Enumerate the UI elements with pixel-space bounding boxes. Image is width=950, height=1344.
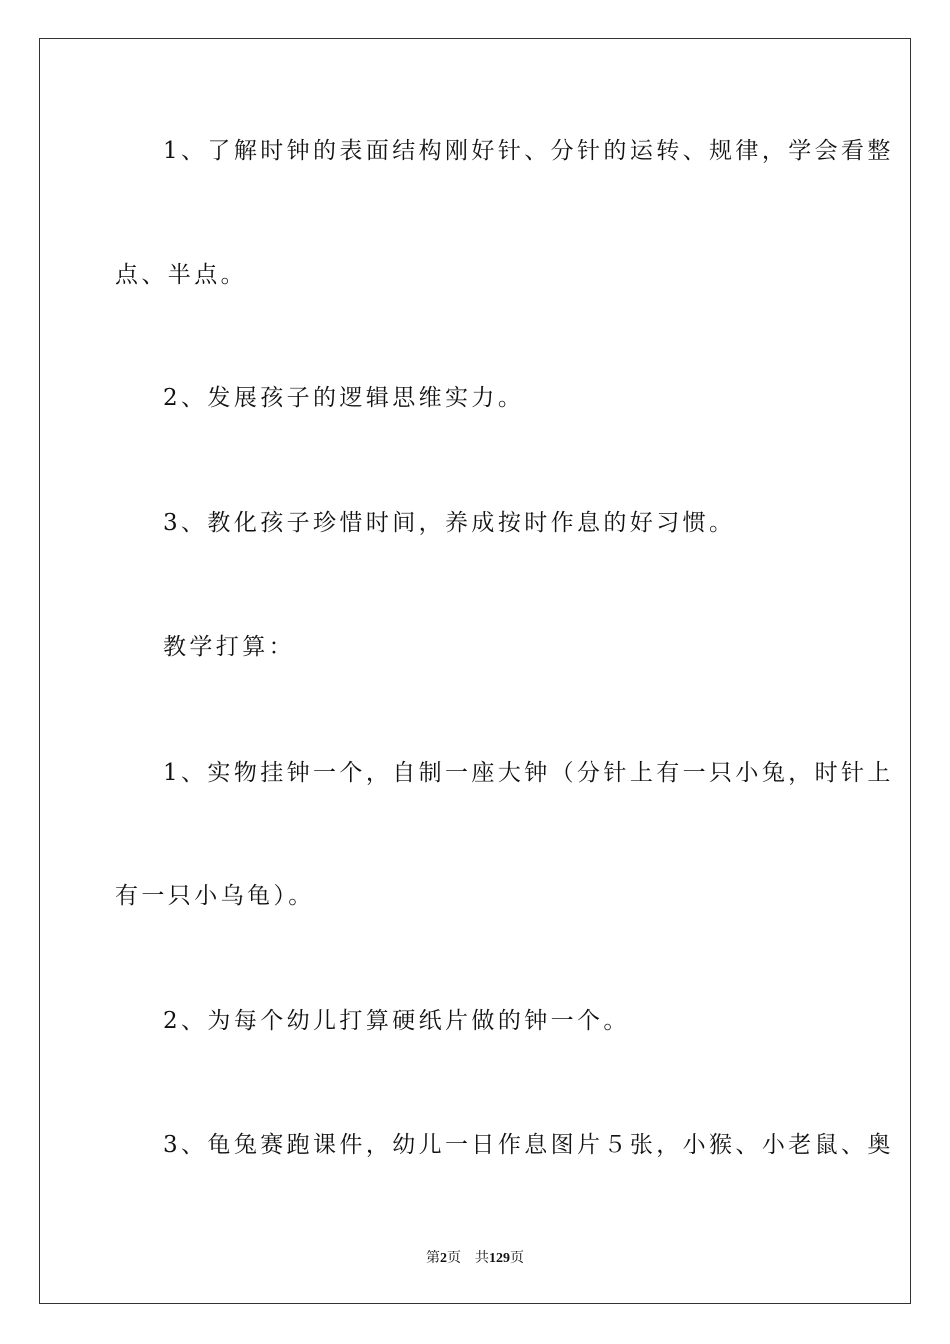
paragraph-line-6: 1、实物挂钟一个，自制一座大钟（分针上有一只小兔，时针上 xyxy=(163,760,894,786)
paragraph-line-7: 有一只小乌龟）。 xyxy=(115,883,315,909)
page-footer xyxy=(0,1247,950,1267)
paragraph-line-9: 3、龟兔赛跑课件，幼儿一日作息图片５张，小猴、小老鼠、奥 xyxy=(163,1132,894,1158)
footer-page-prefix: 第 xyxy=(426,1251,440,1266)
footer-page-suffix: 页 xyxy=(447,1251,461,1266)
footer-page-number: 2 xyxy=(440,1251,447,1266)
footer-total-prefix: 共 xyxy=(475,1251,489,1266)
paragraph-line-2: 点、半点。 xyxy=(115,262,247,288)
paragraph-line-4: 3、教化孩子珍惜时间，养成按时作息的好习惯。 xyxy=(163,510,736,536)
paragraph-line-1: 1、了解时钟的表面结构刚好针、分针的运转、规律，学会看整 xyxy=(163,138,894,164)
section-heading: 教学打算： xyxy=(163,634,295,660)
paragraph-line-3: 2、发展孩子的逻辑思维实力。 xyxy=(163,385,525,411)
paragraph-line-8: 2、为每个幼儿打算硬纸片做的钟一个。 xyxy=(163,1008,630,1034)
footer-total-suffix: 页 xyxy=(510,1251,524,1266)
footer-total-pages: 129 xyxy=(489,1251,510,1266)
page-border xyxy=(39,38,911,1304)
